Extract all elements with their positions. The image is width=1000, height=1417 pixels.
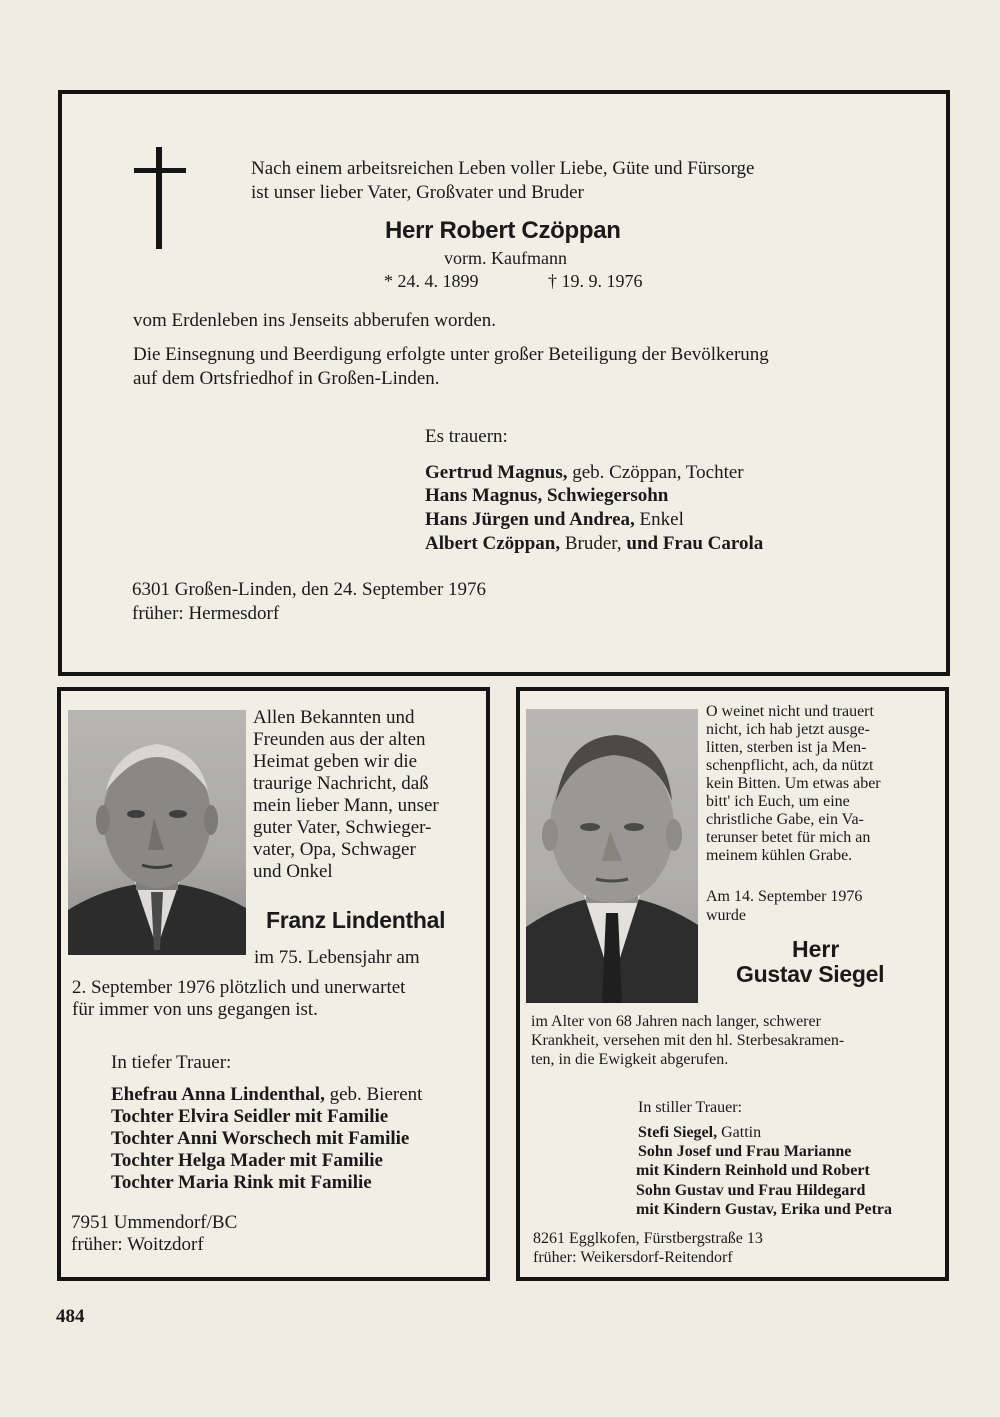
- left-mourner-2: Tochter Elvira Seidler mit Familie: [111, 1106, 389, 1127]
- right-poem-line: meinem kühlen Grabe.: [706, 847, 853, 864]
- portrait-photo-franz: [68, 710, 246, 955]
- right-poem-line: bitt' ich Euch, um eine: [706, 793, 850, 810]
- left-intro-line: Heimat geben wir die: [253, 751, 418, 772]
- right-date-line2: wurde: [706, 907, 746, 924]
- right-poem-line: schenpflicht, ach, da nützt: [706, 757, 874, 774]
- mourner-name-2: und Frau Carola: [626, 533, 764, 554]
- right-poem-line: kein Bitten. Um etwas aber: [706, 775, 881, 792]
- right-mourner-1: [638, 1123, 761, 1142]
- left-date-line: 2. September 1976 plötzlich und unerwartet: [72, 977, 406, 998]
- main-intro-line1: Nach einem arbeitsreichen Leben voller Liebe, Güte und Fürsorge: [251, 158, 755, 179]
- main-mourner-2: Hans Magnus, Schwiegersohn: [425, 485, 669, 506]
- mourner-relation: Gattin: [717, 1124, 762, 1141]
- main-death-date: † 19. 9. 1976: [548, 271, 643, 291]
- left-mourner-5: Tochter Maria Rink mit Familie: [111, 1172, 372, 1193]
- portrait-illustration: [68, 710, 246, 955]
- mourner-name: Stefi Siegel,: [638, 1124, 718, 1141]
- main-occupation: vorm. Kaufmann: [444, 248, 567, 268]
- left-age-line: im 75. Lebensjahr am: [254, 947, 420, 968]
- left-deceased-name: Franz Lindenthal: [266, 907, 446, 933]
- right-mourner-4: Sohn Gustav und Frau Hildegard: [636, 1182, 866, 1199]
- left-intro-line: Allen Bekannten und: [253, 707, 415, 728]
- right-mourner-3: mit Kindern Reinhold und Robert: [636, 1162, 870, 1179]
- mourner-relation: Bruder,: [560, 533, 627, 554]
- right-poem-line: O weinet nicht und trauert: [706, 703, 874, 720]
- portrait-photo-gustav: [526, 709, 698, 1003]
- right-deceased-name: Gustav Siegel: [736, 961, 885, 987]
- mourner-name: Ehefrau Anna Lindenthal,: [111, 1084, 325, 1105]
- left-formerly: früher: Woitzdorf: [71, 1234, 204, 1255]
- mourner-name: Albert Czöppan,: [425, 533, 561, 554]
- mourner-relation: Enkel: [634, 509, 684, 530]
- main-mourner-3: [425, 508, 684, 532]
- main-intro-line2: ist unser lieber Vater, Großvater und Bruder: [251, 182, 584, 203]
- left-mourner-1: [111, 1083, 422, 1107]
- right-poem-line: nicht, ich hab jetzt ausge-: [706, 721, 870, 738]
- right-formerly: früher: Weikersdorf-Reitendorf: [533, 1249, 733, 1266]
- right-poem-line: christliche Gabe, ein Va-: [706, 811, 864, 828]
- right-mourners-heading: In stiller Trauer:: [638, 1099, 742, 1116]
- cross-icon-bar: [134, 168, 186, 173]
- main-mourners-heading: Es trauern:: [425, 426, 508, 447]
- left-intro-line: mein lieber Mann, unser: [253, 795, 439, 816]
- portrait-illustration: [526, 709, 698, 1003]
- main-burial-line1: Die Einsegnung und Beerdigung erfolgte unter großer Beteiligung der Bevölkerung: [133, 344, 769, 365]
- left-mourner-3: Tochter Anni Worschech mit Familie: [111, 1128, 410, 1149]
- left-mourner-4: Tochter Helga Mader mit Familie: [111, 1150, 383, 1171]
- main-mourner-4: [425, 532, 763, 556]
- left-intro-line: Freunden aus der alten: [253, 729, 426, 750]
- left-place: 7951 Ummendorf/BC: [71, 1212, 238, 1233]
- right-poem-line: terunser betet für mich an: [706, 829, 871, 846]
- right-date-line1: Am 14. September 1976: [706, 888, 863, 905]
- mourner-name: Hans Jürgen und Andrea,: [425, 509, 635, 530]
- right-after-line: im Alter von 68 Jahren nach langer, schwerer: [531, 1013, 821, 1030]
- left-intro-line: und Onkel: [253, 861, 333, 882]
- main-place-date: 6301 Großen-Linden, den 24. September 1976: [132, 579, 487, 600]
- right-deceased-title: Herr: [792, 936, 840, 962]
- page-number: 484: [56, 1306, 85, 1327]
- mourner-relation: geb. Czöppan, Tochter: [567, 462, 744, 483]
- left-intro-line: vater, Opa, Schwager: [253, 839, 416, 860]
- right-address: 8261 Egglkofen, Fürstbergstraße 13: [533, 1230, 763, 1247]
- right-after-line: Krankheit, versehen mit den hl. Sterbesakramen-: [531, 1032, 845, 1049]
- left-intro-line: traurige Nachricht, daß: [253, 773, 429, 794]
- mourner-relation: geb. Bierent: [324, 1084, 423, 1105]
- right-poem-line: litten, sterben ist ja Men-: [706, 739, 867, 756]
- main-formerly: früher: Hermesdorf: [132, 603, 280, 624]
- mourner-name: Gertrud Magnus,: [425, 462, 568, 483]
- right-mourner-2: Sohn Josef und Frau Marianne: [638, 1143, 852, 1160]
- left-intro-line: guter Vater, Schwieger-: [253, 817, 432, 838]
- main-birth-date: * 24. 4. 1899: [384, 271, 479, 291]
- right-after-line: ten, in die Ewigkeit abgerufen.: [531, 1051, 729, 1068]
- left-gone-line: für immer von uns gegangen ist.: [72, 999, 318, 1020]
- cross-icon: [156, 147, 162, 249]
- main-deceased-name: Herr Robert Czöppan: [385, 217, 621, 244]
- right-mourner-5: mit Kindern Gustav, Erika und Petra: [636, 1201, 893, 1218]
- main-burial-line2: auf dem Ortsfriedhof in Großen-Linden.: [133, 368, 440, 389]
- left-mourners-heading: In tiefer Trauer:: [111, 1052, 232, 1073]
- main-line-after: vom Erdenleben ins Jenseits abberufen worden.: [133, 310, 497, 331]
- main-mourner-1: [425, 461, 744, 485]
